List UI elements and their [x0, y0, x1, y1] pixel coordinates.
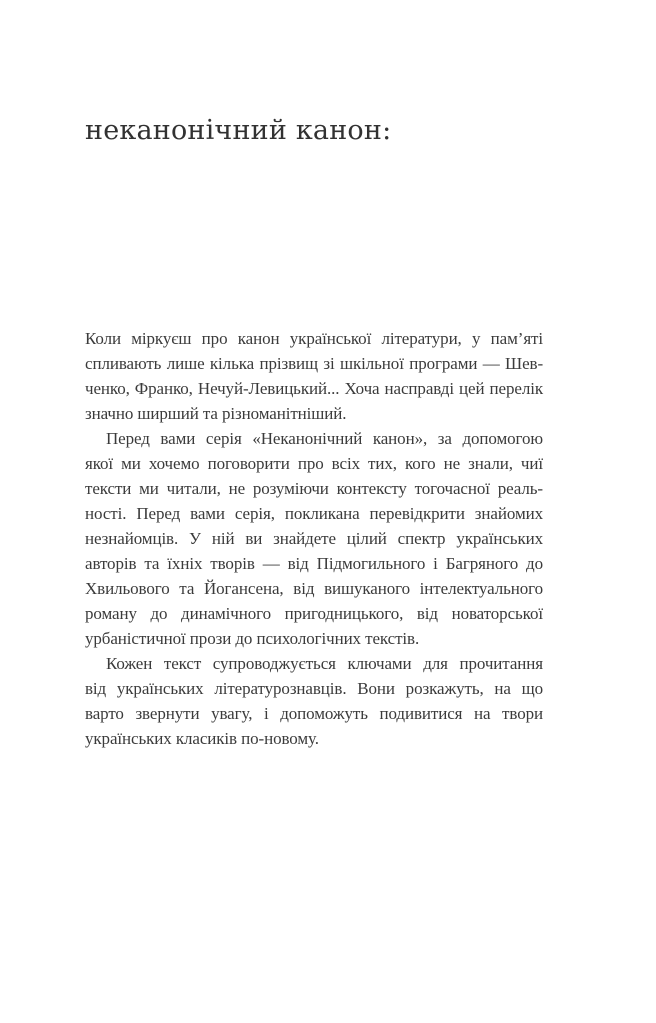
text-line: якої ми хочемо поговорити про всіх тих, кого не знали, чиї	[85, 454, 543, 473]
body-text-block	[85, 326, 543, 751]
text-line: тексти ми читали, не розуміючи контексту тогочасної реаль-	[85, 479, 543, 498]
text-line: авторів та їхніх творів — від Підмогильного і Багряного до	[85, 554, 543, 573]
paragraph	[85, 651, 543, 751]
text-line: ченко, Франко, Нечуй-Левицький... Хоча насправді цей перелік	[85, 379, 543, 398]
text-line: роману до динамічного пригодницького, від новаторської	[85, 604, 543, 623]
text-line: Перед вами серія «Неканонічний канон», за допомогою	[106, 429, 543, 448]
text-line: незнайомців. У ній ви знайдете цілий спектр українських	[85, 529, 543, 548]
text-line: від українських літературознавців. Вони розкажуть, на що	[85, 679, 543, 698]
paragraph	[85, 326, 543, 426]
text-line: Коли міркуєш про канон української літератури, у пам’яті	[85, 329, 543, 348]
series-heading: неканонічний канон:	[85, 115, 392, 147]
text-line: варто звернути увагу, і допоможуть подивитися на твори	[85, 704, 543, 723]
text-line: урбаністичної прози до психологічних текстів.	[85, 629, 420, 648]
text-line: значно ширший та різноманітніший.	[85, 404, 347, 423]
paragraph	[85, 426, 543, 651]
text-line: Хвильового та Йогансена, від вишуканого інтелектуального	[85, 579, 543, 598]
text-line: Кожен текст супроводжується ключами для прочитання	[106, 654, 543, 673]
text-line: українських класиків по-новому.	[85, 729, 319, 748]
text-line: ності. Перед вами серія, покликана перевідкрити знайомих	[85, 504, 543, 523]
text-line: спливають лише кілька прізвищ зі шкільної програми — Шев-	[85, 354, 543, 373]
